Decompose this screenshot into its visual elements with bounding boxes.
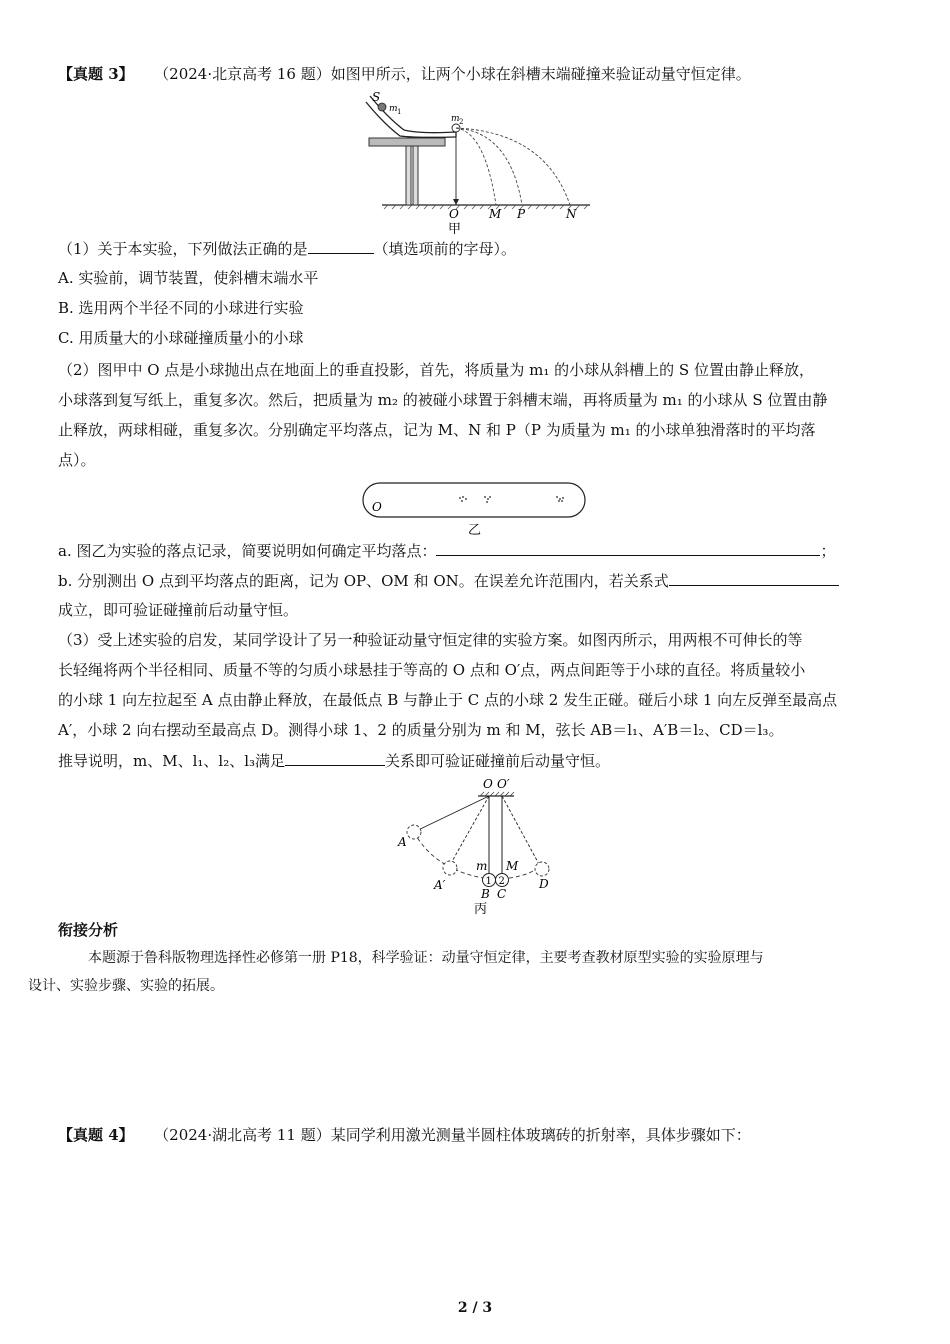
q4-source: （2024·湖北高考 11 题） bbox=[161, 1126, 331, 1144]
page-number: 2 / 3 bbox=[457, 1300, 493, 1316]
answer-blank-3[interactable] bbox=[285, 750, 385, 766]
label-S: S bbox=[372, 90, 381, 104]
bing-label-D: D bbox=[539, 877, 549, 891]
part3-end: 关系即可验证碰撞前后动量守恒。 bbox=[385, 752, 611, 770]
bing-label-A-prime: A′ bbox=[434, 878, 446, 892]
part-a bbox=[58, 540, 898, 561]
analysis-line1: 本题源于鲁科版物理选择性必修第一册 P18，科学验证：动量守恒定律，主要考查教材原型实验的实验原理与 bbox=[88, 950, 764, 966]
figure-jia bbox=[360, 88, 600, 238]
label-N: N bbox=[566, 207, 577, 221]
part2-line3: 止释放，两球相碰，重复多次。分别确定平均落点，记为 M、N 和 P（P 为质量为 m₁ 的小球单独滑落时的平均落 bbox=[58, 421, 816, 439]
label-P: P bbox=[517, 207, 526, 221]
label-m1-sub: 1 bbox=[397, 108, 402, 116]
answer-blank-a[interactable] bbox=[436, 540, 820, 556]
label-m2-sub: 2 bbox=[459, 118, 464, 126]
option-a: A. 实验前，调节装置，使斜槽末端水平 bbox=[58, 269, 319, 287]
part-b bbox=[58, 570, 898, 591]
part1-hint: （填选项前的字母）。 bbox=[373, 240, 517, 258]
part3-line1: （3）受上述实验的启发，某同学设计了另一种验证动量守恒定律的实验方案。如图丙所示，用两根不可伸长的等 bbox=[58, 631, 803, 649]
label-m1: m bbox=[389, 104, 398, 114]
yi-label-O: O bbox=[372, 500, 382, 514]
label-m2: m bbox=[451, 114, 460, 124]
caption-jia: 甲 bbox=[448, 222, 462, 237]
part3-line3: 的小球 1 向左拉起至 A 点由静止释放，在最低点 B 与静止于 C 点的小球 2 发生正碰。碰后小球 1 向左反弹至最高点 bbox=[58, 691, 838, 709]
caption-yi: 乙 bbox=[468, 523, 482, 538]
part3-line5 bbox=[58, 750, 898, 771]
bing-label-m: m bbox=[476, 859, 488, 873]
analysis-body bbox=[28, 944, 892, 1000]
bing-label-O-prime: O′ bbox=[497, 777, 510, 791]
answer-blank-1[interactable] bbox=[308, 238, 374, 254]
part3-line2: 长轻绳将两个半径相同、质量不等的匀质小球悬挂于等高的 O 点和 O′点，两点间距等于小球的直径。将质量较小 bbox=[58, 661, 806, 679]
bing-label-B: B bbox=[481, 887, 490, 901]
option-c: C. 用质量大的小球碰撞质量小的小球 bbox=[58, 329, 304, 347]
part2-line4: 点）。 bbox=[58, 451, 96, 469]
q3-tag: 【真题 3】 bbox=[58, 65, 134, 83]
label-M: M bbox=[489, 207, 502, 221]
part2-line2: 小球落到复写纸上，重复多次。然后，把质量为 m₂ 的被碰小球置于斜槽末端，再将质量为 m₁ 的小球从 S 位置由静 bbox=[58, 391, 828, 409]
part1-prompt: （1）关于本实验，下列做法正确的是 bbox=[58, 240, 308, 258]
q4-header bbox=[58, 1125, 898, 1145]
ball-2-label: 2 bbox=[498, 876, 505, 887]
q3-source: （2024·北京高考 16 题） bbox=[161, 65, 331, 83]
option-b: B. 选用两个半径不同的小球进行实验 bbox=[58, 299, 304, 317]
analysis-title: 衔接分析 bbox=[58, 921, 119, 939]
part-a-end: ； bbox=[820, 542, 836, 560]
ball-1-label: 1 bbox=[485, 876, 492, 887]
bing-label-O: O bbox=[483, 777, 493, 791]
part3-prompt: 推导说明，m、M、l₁、l₂、l₃满足 bbox=[58, 752, 286, 770]
q4-tag: 【真题 4】 bbox=[58, 1126, 134, 1144]
caption-bing: 丙 bbox=[474, 902, 488, 917]
analysis-line2: 设计、实验步骤、实验的拓展。 bbox=[28, 978, 224, 994]
label-O: O bbox=[449, 207, 459, 221]
bing-label-C: C bbox=[497, 887, 507, 901]
answer-blank-b[interactable] bbox=[669, 570, 839, 586]
bing-label-A: A bbox=[398, 835, 407, 849]
bing-label-M: M bbox=[506, 859, 519, 873]
q3-part1 bbox=[58, 238, 898, 259]
part-b-prompt: b. 分别测出 O 点到平均落点的距离，记为 OP、OM 和 ON。在误差允许范围内，若关系式 bbox=[58, 572, 669, 590]
part-b-2: 成立，即可验证碰撞前后动量守恒。 bbox=[58, 601, 299, 619]
q3-header bbox=[58, 64, 898, 84]
part2-line1: （2）图甲中 O 点是小球抛出点在地面上的垂直投影，首先，将质量为 m₁ 的小球从斜槽上的 S 位置由静止释放， bbox=[58, 361, 814, 379]
part-a-prompt: a. 图乙为实验的落点记录，简要说明如何确定平均落点： bbox=[58, 542, 437, 560]
figure-bing bbox=[390, 776, 570, 918]
q3-intro: 如图甲所示，让两个小球在斜槽末端碰撞来验证动量守恒定律。 bbox=[330, 65, 751, 83]
part3-line4: A′，小球 2 向右摆动至最高点 D。测得小球 1、2 的质量分别为 m 和 M，弦长 AB＝l₁、A′B＝l₂、CD＝l₃。 bbox=[58, 721, 784, 739]
q4-intro: 某同学利用激光测量半圆柱体玻璃砖的折射率，具体步骤如下： bbox=[330, 1126, 751, 1144]
figure-yi bbox=[360, 480, 590, 540]
